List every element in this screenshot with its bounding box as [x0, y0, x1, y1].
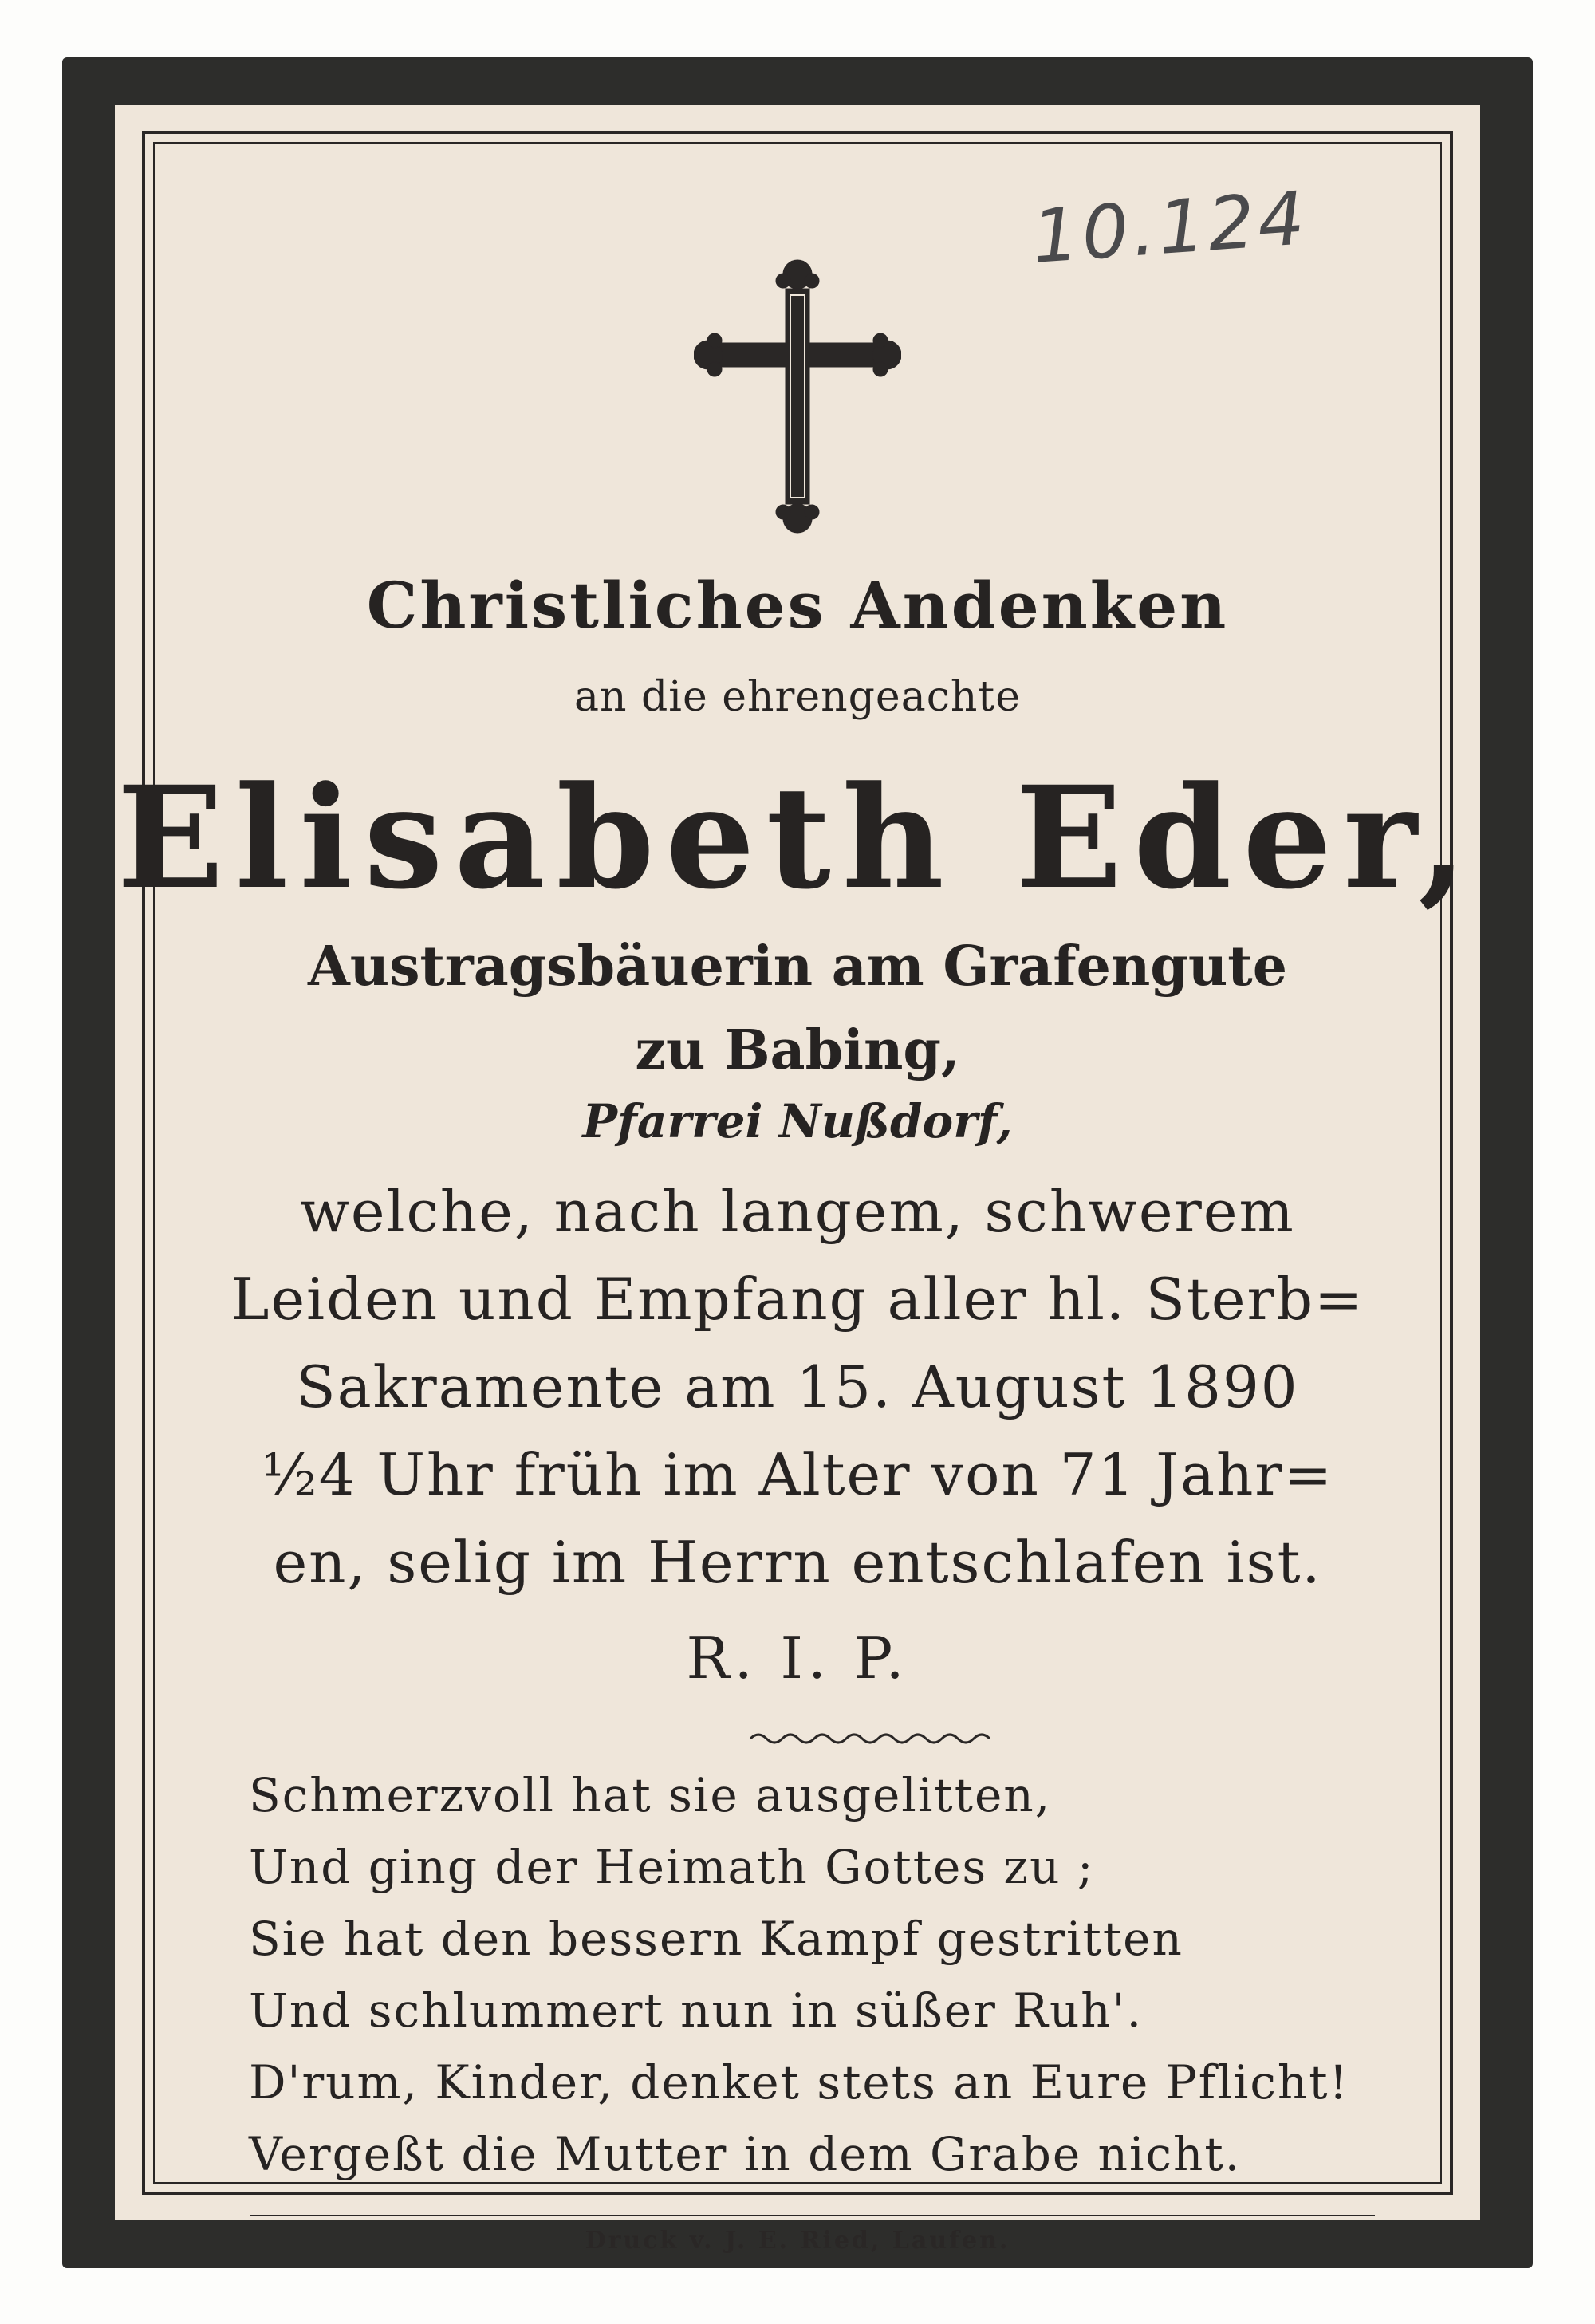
handwritten-archive-number: 10.124: [1029, 175, 1311, 280]
poem-line: Und ging der Heimath Gottes zu ;: [249, 1840, 1095, 1894]
deceased-place: zu Babing,: [635, 1018, 960, 1082]
poem-line: Vergeßt die Mutter in dem Grabe nicht.: [249, 2127, 1242, 2181]
poem-line: D'rum, Kinder, denket stets an Eure Pflicht!: [249, 2055, 1349, 2109]
deceased-parish: Pfarrei Nußdorf,: [582, 1094, 1013, 1148]
deceased-name: Elisabeth Eder,: [116, 755, 1479, 920]
body-line: Leiden und Empfang aller hl. Sterb=: [230, 1266, 1365, 1333]
printer-imprint: Druck v. J. E. Ried, Laufen.: [585, 2227, 1010, 2255]
card-intro: an die ehrengeachte: [574, 673, 1021, 721]
poem-line: Sie hat den bessern Kampf gestritten: [249, 1912, 1183, 1966]
body-line: en, selig im Herrn entschlafen ist.: [273, 1529, 1322, 1596]
body-line: welche, nach langem, schwerem: [300, 1178, 1295, 1245]
poem-line: Und schlummert nun in süßer Ruh'.: [249, 1983, 1144, 2038]
body-line: Sakramente am 15. August 1890: [296, 1353, 1299, 1420]
wavy-divider: [746, 1724, 994, 1748]
body-line: ½4 Uhr früh im Alter von 71 Jahr=: [261, 1441, 1334, 1508]
imprint-divider: [250, 2215, 1375, 2216]
deceased-role: Austragsbäuerin am Grafengute: [308, 935, 1287, 999]
rip-inscription: R. I. P.: [686, 1625, 909, 1692]
memorial-card: [62, 57, 1533, 2268]
card-title: Christliches Andenken: [366, 568, 1229, 643]
card-paper: [115, 105, 1480, 2255]
poem-line: Schmerzvoll hat sie ausgelitten,: [249, 1768, 1052, 1822]
cross-icon: [694, 257, 901, 536]
